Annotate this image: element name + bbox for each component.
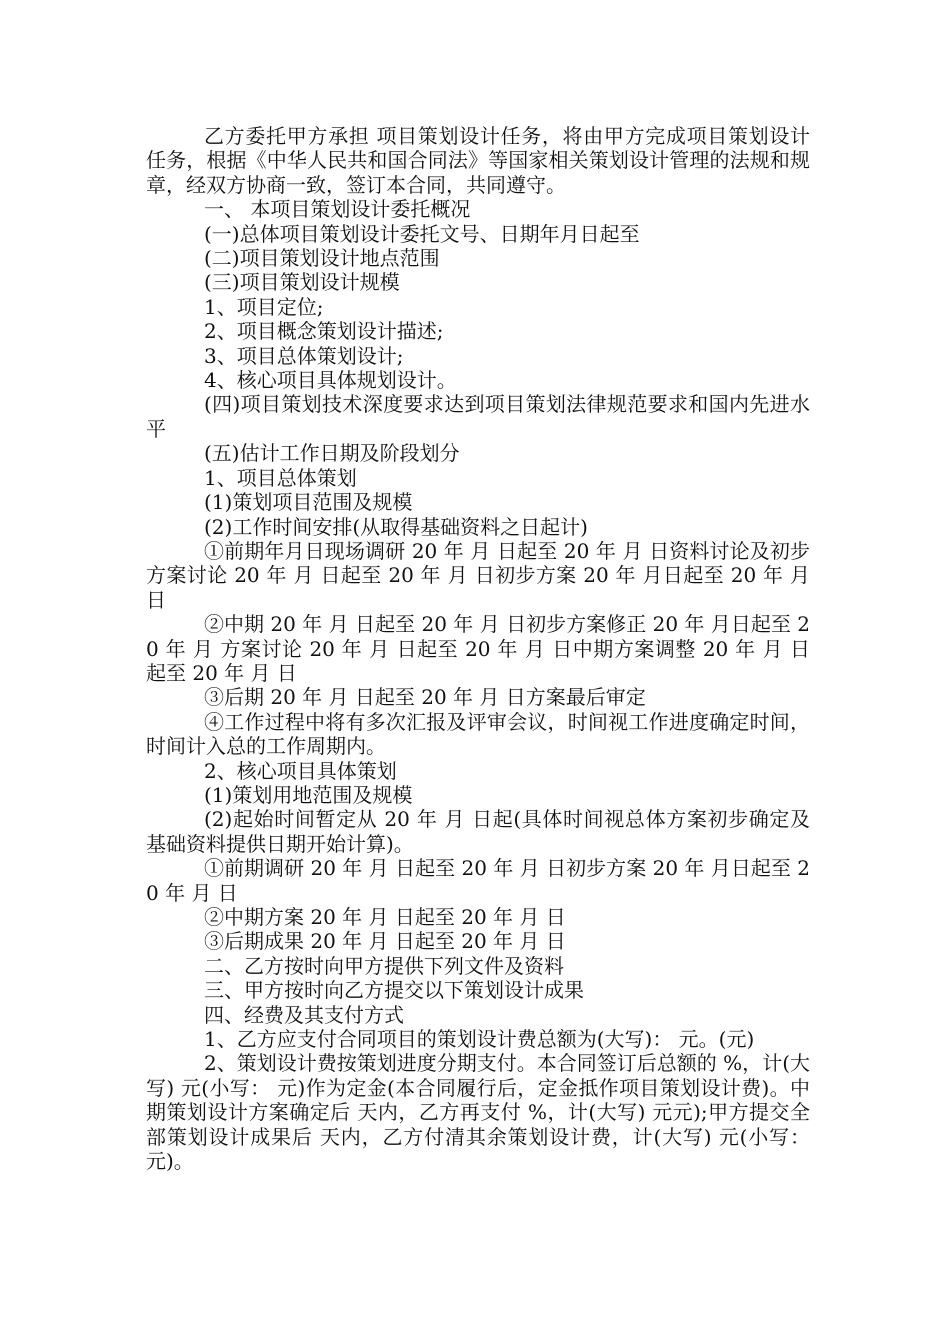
intro-paragraph: 乙方委托甲方承担 项目策划设计任务，将由甲方完成项目策划设计任务，根据《中华人民共和国合同法》等国家相关策划设计管理的法规和规章，经双方协商一致，签订本合同，共同遵守。	[146, 124, 810, 197]
schedule-paragraph: ②中期 20 年 月 日起至 20 年 月 日初步方案修正 20 年 月日起至 20 年 月 方案讨论 20 年 月 日起至 20 年 月 日中期方案调整 20 年 月 日起至 20 年 月 日	[146, 612, 810, 685]
schedule-paragraph: ③后期 20 年 月 日起至 20 年 月 日方案最后审定	[204, 685, 646, 710]
list-item: 2、核心项目具体策划	[204, 758, 397, 783]
list-item: (四)项目策划技术深度要求达到项目策划法律规范要求和国内先进水平	[146, 392, 810, 441]
schedule-paragraph: ①前期年月日现场调研 20 年 月 日起至 20 年 月 日资料讨论及初步方案讨论 20 年 月 日起至 20 年 月 日初步方案 20 年 月日起至 20 年 月 日	[146, 538, 817, 612]
schedule-paragraph: ④工作过程中将有多次汇报及评审会议，时间视工作进度确定时间，时间计入总的工作周期内。	[146, 709, 810, 759]
list-item: 1、项目总体策划	[204, 465, 357, 490]
list-item: (1)策划项目范围及规模	[204, 490, 413, 515]
list-item: 3、项目总体策划设计;	[204, 343, 404, 368]
schedule-paragraph: ①前期调研 20 年 月 日起至 20 年 月 日初步方案 20 年 月日起至 20 年 月 日	[146, 856, 810, 905]
schedule-paragraph: ③后期成果 20 年 月 日起至 20 年 月 日	[204, 929, 566, 954]
list-item: (三)项目策划设计规模	[204, 270, 400, 295]
document-page	[146, 124, 817, 1174]
section-heading-4: 四、经费及其支付方式	[204, 1002, 404, 1027]
section-heading-1: 一、 本项目策划设计委托概况	[204, 197, 471, 222]
list-item: (二)项目策划设计地点范围	[204, 246, 440, 271]
schedule-paragraph: (2)起始时间暂定从 20 年 月 日起(具体时间视总体方案初步确定及基础资料提供日期开始计算)。	[146, 807, 810, 856]
list-item: (五)估计工作日期及阶段划分	[204, 441, 460, 466]
list-item: 2、项目概念策划设计描述;	[204, 319, 444, 344]
schedule-paragraph: ②中期方案 20 年 月 日起至 20 年 月 日	[204, 905, 566, 929]
list-item: (2)工作时间安排(从取得基础资料之日起计)	[204, 514, 588, 539]
list-item: 1、项目定位;	[204, 294, 324, 319]
section-heading-2: 二、乙方按时向甲方提供下列文件及资料	[204, 953, 564, 978]
list-item: (1)策划用地范围及规模	[204, 782, 413, 807]
payment-paragraph: 1、乙方应支付合同项目的策划设计费总额为(大写)： 元。(元)	[204, 1027, 755, 1052]
list-item: 4、核心项目具体规划设计。	[204, 368, 457, 393]
payment-paragraph: 2、策划设计费按策划进度分期支付。本合同签订后总额的 %，计(大写) 元(小写： 元)作为定金(本合同履行后，定金抵作项目策划设计费)。中期策划设计方案确定后 天内，乙方再支付 %，计(大写) 元元);甲方提交全部策划设计成果后 天内，乙方付清其余策划设计费，计(大写) 元(小写： 元)。	[146, 1051, 817, 1174]
section-heading-3: 三、甲方按时向乙方提交以下策划设计成果	[204, 978, 584, 1003]
list-item: (一)总体项目策划设计委托文号、日期年月日起至	[204, 221, 640, 246]
